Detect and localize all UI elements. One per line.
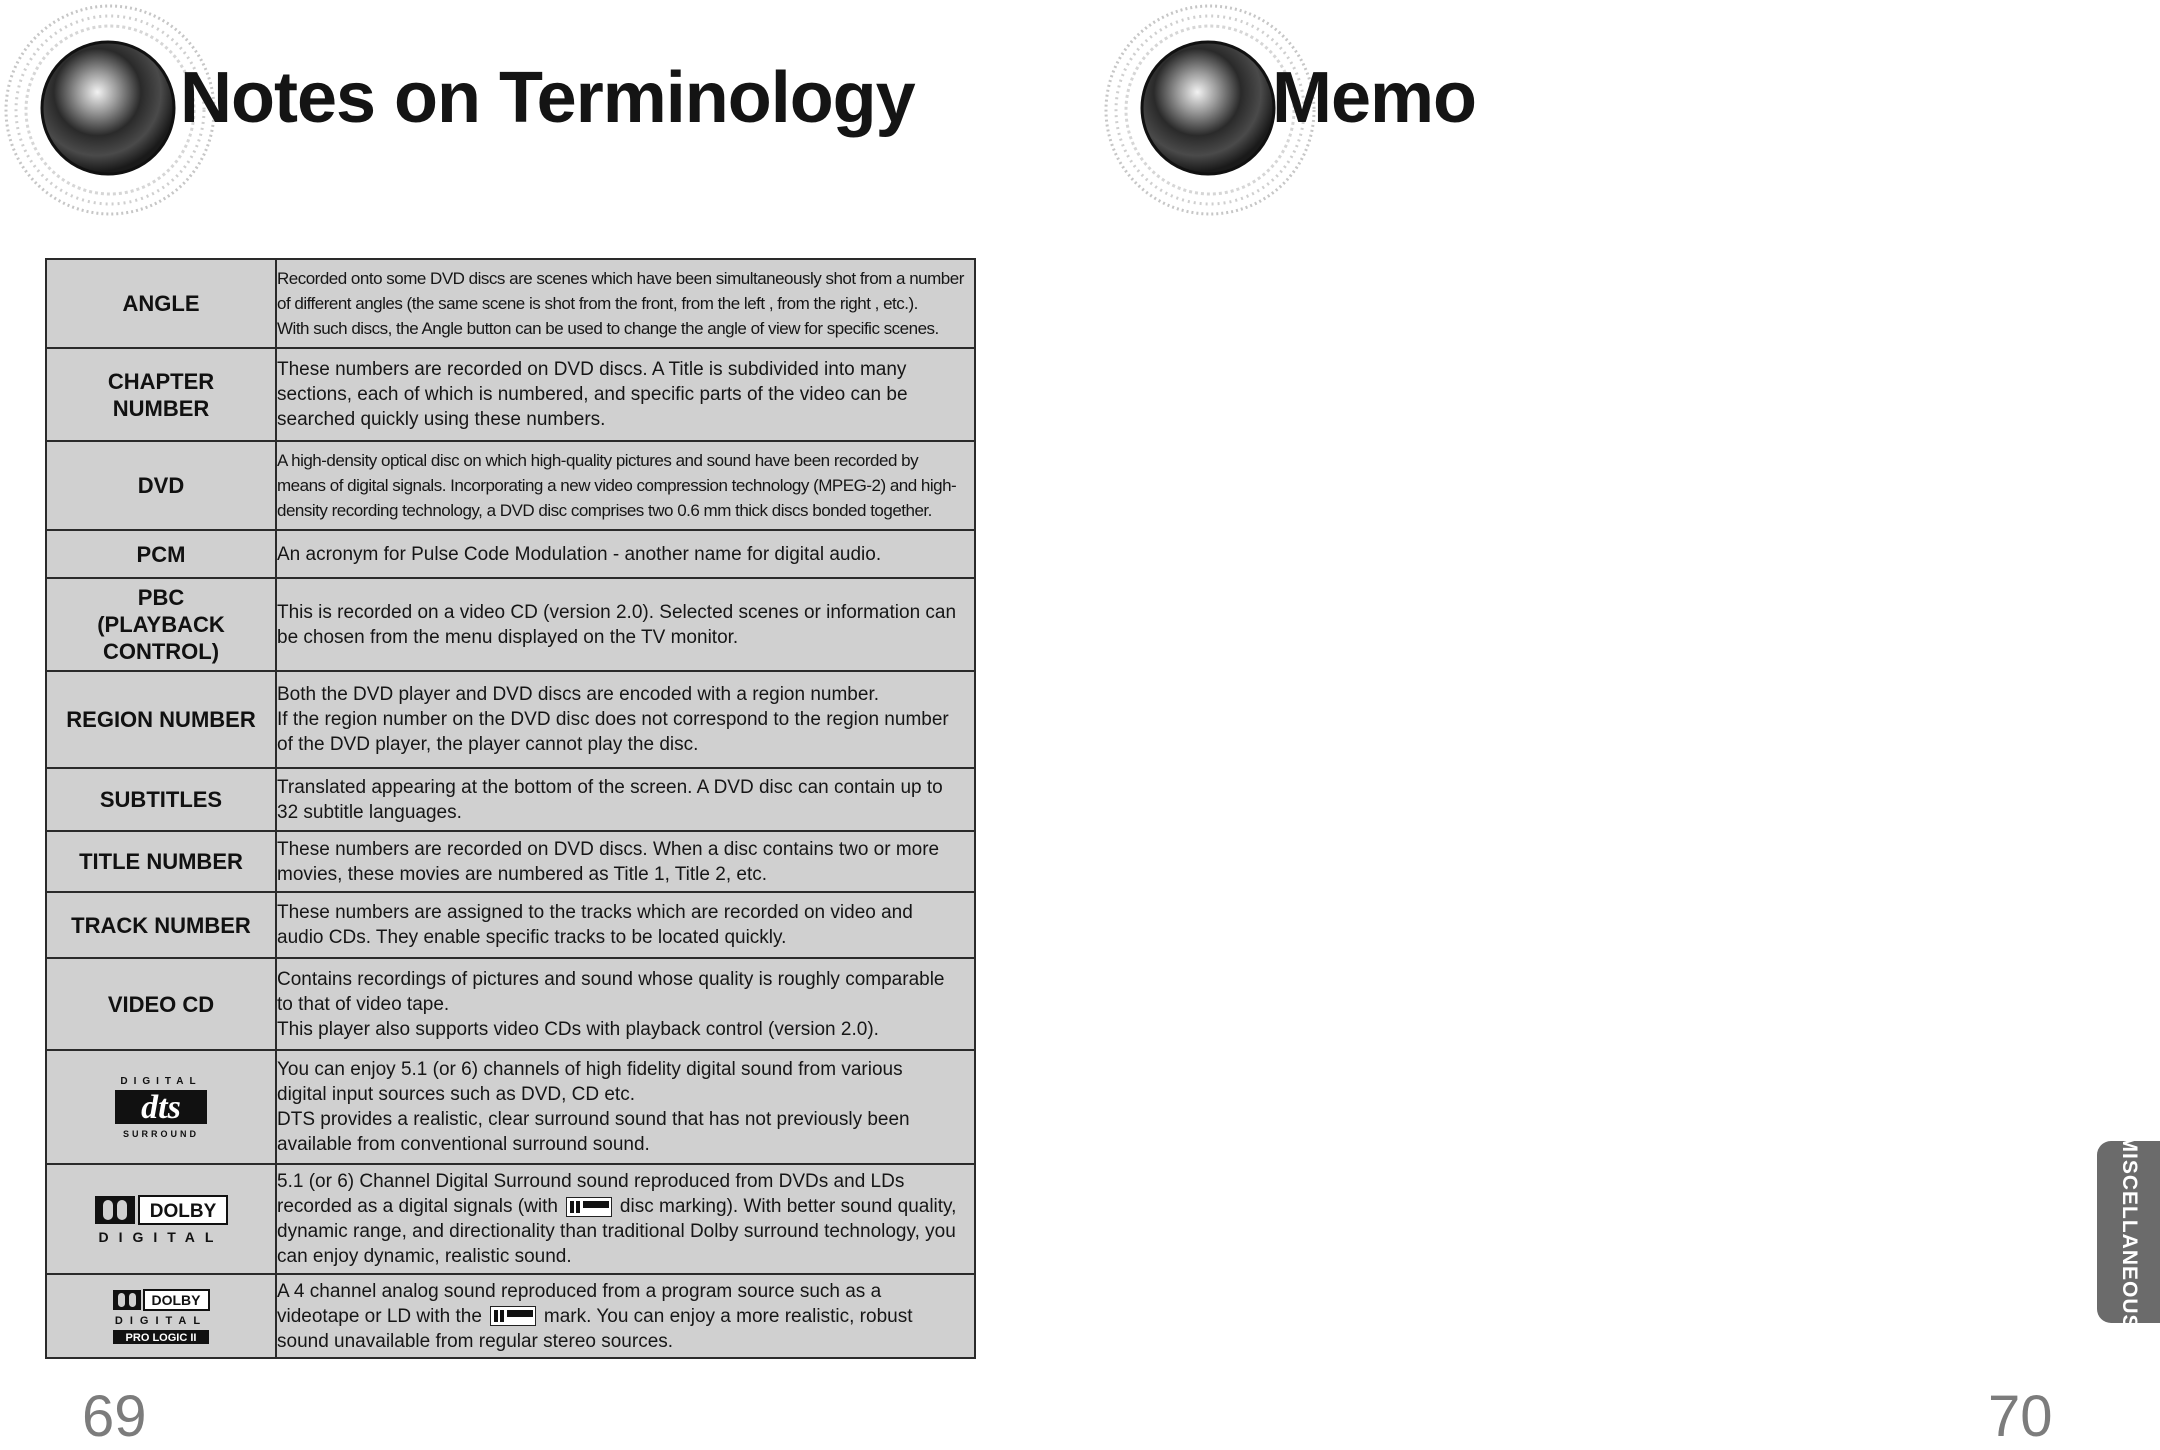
definition-cell: Translated appearing at the bottom of the screen. A DVD disc can contain up to 32 subtitle languages. xyxy=(276,768,975,831)
terminology-table xyxy=(45,258,976,1359)
term-cell: VIDEO CD xyxy=(46,958,276,1050)
dolby-pro-logic-logo-icon xyxy=(111,1286,211,1346)
table-row xyxy=(46,578,975,671)
term-cell: TRACK NUMBER xyxy=(46,892,276,958)
page-number: 69 xyxy=(82,1384,147,1449)
table-row xyxy=(46,1050,975,1164)
definition-cell: An acronym for Pulse Code Modulation - another name for digital audio. xyxy=(276,530,975,578)
term-cell xyxy=(46,1274,276,1358)
table-row xyxy=(46,530,975,578)
table-row xyxy=(46,892,975,958)
page-title: Notes on Terminology xyxy=(180,58,915,138)
dolby-digital-logo-icon xyxy=(93,1192,229,1246)
table-row xyxy=(46,671,975,768)
definition-cell: This is recorded on a video CD (version 2.0). Selected scenes or information can be chosen from the menu displayed on the TV monitor. xyxy=(276,578,975,671)
svg-text:DOLBY: DOLBY xyxy=(149,1201,217,1222)
table-row xyxy=(46,1274,975,1358)
dts-logo-icon xyxy=(113,1074,209,1140)
term-cell xyxy=(46,1164,276,1274)
term-cell: CHAPTER NUMBER xyxy=(46,348,276,441)
table-row xyxy=(46,1164,975,1274)
term-cell: ANGLE xyxy=(46,259,276,348)
definition-cell: Both the DVD player and DVD discs are encoded with a region number. If the region number on the DVD disc does not correspond to the region number of the DVD player, the player cannot play the disc. xyxy=(276,671,975,768)
term-cell xyxy=(46,1050,276,1164)
definition-cell: These numbers are recorded on DVD discs. When a disc contains two or more movies, these movies are numbered as Title 1, Title 2, etc. xyxy=(276,831,975,892)
svg-text:dts: dts xyxy=(141,1089,181,1126)
section-tab: MISCELLANEOUS xyxy=(2097,1141,2160,1323)
right-page xyxy=(1080,0,2160,1450)
term-cell: DVD xyxy=(46,441,276,530)
table-row xyxy=(46,441,975,530)
term-cell: SUBTITLES xyxy=(46,768,276,831)
definition-cell: A high-density optical disc on which high-quality pictures and sound have been recorded by means of digital signals. Incorporating a new video compression technology (MPEG-2) and high- density recording technology, a DVD disc comprises two 0.6 mm thick discs bonded together. xyxy=(276,441,975,530)
svg-text:DOLBY: DOLBY xyxy=(151,1292,201,1308)
memo-title: Memo xyxy=(1272,58,1477,138)
definition-cell: 5.1 (or 6) Channel Digital Surround sound reproduced from DVDs and LDs recorded as a digital signals (with disc marking). With better sound quality, dynamic range, and directionality than traditional Dolby surround technology, you can enjoy dynamic, realistic sound. xyxy=(276,1164,975,1274)
table-row xyxy=(46,768,975,831)
table-row xyxy=(46,958,975,1050)
svg-text:PRO LOGIC II: PRO LOGIC II xyxy=(125,1332,197,1344)
definition-cell: These numbers are recorded on DVD discs. A Title is subdivided into many sections, each of which is numbered, and specific parts of the video can be searched quickly using these numbers. xyxy=(276,348,975,441)
table-row xyxy=(46,259,975,348)
definition-cell: Recorded onto some DVD discs are scenes which have been simultaneously shot from a number of different angles (the same scene is shot from the front, from the left , from the right , etc.). With such discs, the Angle button can be used to change the angle of view for specific scenes. xyxy=(276,259,975,348)
definition-cell: Contains recordings of pictures and sound whose quality is roughly comparable to that of video tape. This player also supports video CDs with playback control (version 2.0). xyxy=(276,958,975,1050)
svg-text:DIGITAL: DIGITAL xyxy=(114,1315,208,1327)
definition-cell: A 4 channel analog sound reproduced from a program source such as a videotape or LD with the mark. You can enjoy a more realistic, robust sound unavailable from regular stereo sources. xyxy=(276,1274,975,1358)
svg-text:SURROUND: SURROUND xyxy=(122,1129,200,1139)
term-cell: PCM xyxy=(46,530,276,578)
page-number: 70 xyxy=(1988,1384,2053,1449)
definition-cell: You can enjoy 5.1 (or 6) channels of high fidelity digital sound from various digital input sources such as DVD, CD etc. DTS provides a realistic, clear surround sound that has not previously been available from conventional surround sound. xyxy=(276,1050,975,1164)
term-cell: PBC (PLAYBACK CONTROL) xyxy=(46,578,276,671)
table-row xyxy=(46,831,975,892)
term-cell: REGION NUMBER xyxy=(46,671,276,768)
dolby-digital-mark-icon xyxy=(566,1197,612,1217)
term-cell: TITLE NUMBER xyxy=(46,831,276,892)
definition-cell: These numbers are assigned to the tracks which are recorded on video and audio CDs. They enable specific tracks to be located quickly. xyxy=(276,892,975,958)
svg-text:DIGITAL: DIGITAL xyxy=(98,1229,224,1245)
svg-text:DIGITAL: DIGITAL xyxy=(120,1076,202,1087)
dolby-pro-logic-mark-icon xyxy=(490,1306,536,1326)
table-row xyxy=(46,348,975,441)
